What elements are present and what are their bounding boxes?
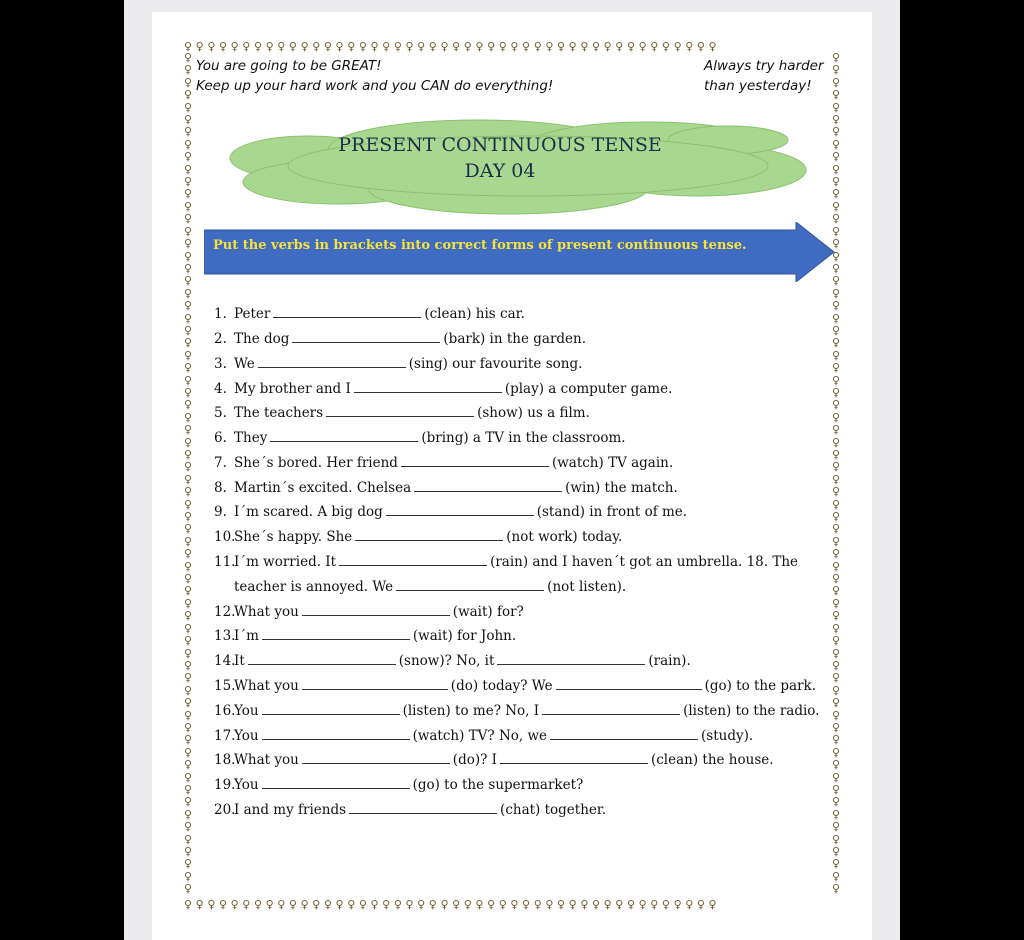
exercise-number: 19. [214,777,236,793]
answer-blank[interactable] [339,551,487,566]
exercise-item [214,551,798,573]
answer-blank[interactable] [302,749,450,764]
exercise-text: I and my friends [234,802,347,818]
exercise-text: I´m [234,628,259,644]
exercise-number: 2. [214,331,227,347]
answer-blank[interactable] [354,378,502,393]
exercise-item [214,452,673,474]
exercise-item [214,625,516,647]
exercise-text: My brother and I [234,381,351,397]
exercise-number: 17. [214,728,236,744]
exercise-item [214,675,816,697]
answer-blank[interactable] [556,675,702,690]
answer-blank[interactable] [258,353,406,368]
exercise-item [214,725,753,747]
exercise-text: The dog [234,331,290,347]
exercise-text: You [234,703,259,719]
worksheet-subtitle: DAY 04 [464,160,536,182]
answer-blank[interactable] [401,452,549,467]
answer-blank[interactable] [302,601,450,616]
exercise-text: (do) today? We [450,678,553,694]
answer-blank[interactable] [262,725,410,740]
exercise-text: (not work) today. [506,529,623,545]
exercise-text: (bring) a TV in the classroom. [421,430,626,446]
exercise-number: 7. [214,455,227,471]
answer-blank[interactable] [270,427,418,442]
exercise-number: 16. [214,703,236,719]
exercise-item [214,427,626,449]
exercise-text: (study). [701,728,754,744]
exercise-text: It [234,653,245,669]
exercise-text: (go) to the park. [704,678,817,694]
exercise-number: 10. [214,529,236,545]
exercise-item [214,501,687,523]
exercise-number: 4. [214,381,227,397]
motto-left-line1: You are going to be GREAT! [196,58,382,74]
exercise-item [214,526,622,548]
exercise-item [214,402,590,424]
exercise-text: I´m scared. A big dog [234,504,383,520]
exercise-text: (do)? I [452,752,497,768]
exercise-item [214,650,691,672]
exercise-text: (chat) together. [500,802,607,818]
exercise-text: (listen) to the radio. [683,703,820,719]
exercise-text: (stand) in front of me. [536,504,688,520]
exercise-text: Peter [234,306,271,322]
answer-blank[interactable] [550,725,698,740]
exercise-item [214,576,626,598]
answer-blank[interactable] [542,700,680,715]
ice-cream-cone-icon: ♀♀♀♀♀♀♀♀♀♀♀♀♀♀♀♀♀♀♀♀♀♀♀♀♀♀♀♀♀♀♀♀♀♀♀♀♀♀♀♀♀♀♀♀♀♀ [184,898,721,911]
exercise-text: (go) to the supermarket? [412,777,584,793]
exercise-text: (watch) TV again. [551,455,674,471]
exercise-number: 20. [214,802,236,818]
exercise-text: What you [234,604,299,620]
exercise-text: I´m worried. It [234,554,337,570]
exercise-text: (rain). [648,653,691,669]
exercise-text: (watch) TV? No, we [412,728,548,744]
exercise-text: What you [234,752,299,768]
exercise-text: teacher is annoyed. We [234,579,394,595]
exercise-number: 15. [214,678,236,694]
dark-backdrop-left [0,0,124,940]
answer-blank[interactable] [248,650,396,665]
answer-blank[interactable] [349,799,497,814]
motto-left-line2: Keep up your hard work and you CAN do everything! [196,78,554,94]
motto-right-line1: Always try harder [704,58,824,74]
exercise-item [214,477,678,499]
exercise-text: You [234,777,259,793]
answer-blank[interactable] [326,402,474,417]
motto-right-line2: than yesterday! [704,78,812,94]
exercise-text: She´s happy. She [234,529,353,545]
exercise-text: (bark) in the garden. [443,331,587,347]
exercise-item [214,700,819,722]
exercise-text: What you [234,678,299,694]
exercise-text: The teachers [234,405,324,421]
answer-blank[interactable] [292,328,440,343]
answer-blank[interactable] [396,576,544,591]
exercise-number: 8. [214,480,227,496]
exercise-text: (snow)? No, it [398,653,495,669]
answer-blank[interactable] [262,700,400,715]
exercise-item [214,378,672,400]
exercise-text: (wait) for John. [412,628,517,644]
exercise-number: 1. [214,306,227,322]
exercise-text: She´s bored. Her friend [234,455,398,471]
exercise-text: (wait) for? [452,604,524,620]
exercise-text: (listen) to me? No, I [402,703,540,719]
exercise-text: (sing) our favourite song. [408,356,583,372]
worksheet-title: PRESENT CONTINUOUS TENSE [338,134,662,156]
dark-backdrop-right [900,0,1024,940]
exercise-text: We [234,356,255,372]
exercise-text: (win) the match. [565,480,678,496]
exercise-text: (not listen). [547,579,627,595]
answer-blank[interactable] [414,477,562,492]
exercise-text: (rain) and I haven´t got an umbrella. 18. The [490,554,799,570]
ice-cream-cone-icon: ♀♀♀♀♀♀♀♀♀♀♀♀♀♀♀♀♀♀♀♀♀♀♀♀♀♀♀♀♀♀♀♀♀♀♀♀♀♀♀♀♀♀♀♀♀♀♀♀♀♀♀♀♀♀♀♀♀♀♀♀♀♀♀♀♀♀♀♀ [831,52,841,896]
exercise-item [214,328,586,350]
exercise-number: 11. [214,554,236,570]
exercise-item [214,601,524,623]
exercise-text: They [234,430,268,446]
exercise-text: Martin´s excited. Chelsea [234,480,412,496]
answer-blank[interactable] [302,675,448,690]
exercise-number: 5. [214,405,227,421]
answer-blank[interactable] [262,774,410,789]
exercise-number: 9. [214,504,227,520]
answer-blank[interactable] [355,526,503,541]
exercise-text: (clean) the house. [650,752,774,768]
exercise-text: (clean) his car. [424,306,525,322]
exercise-text: (play) a computer game. [504,381,673,397]
exercise-text: You [234,728,259,744]
instruction-text: Put the verbs in brackets into correct forms of present continuous tense. [213,238,747,253]
exercise-item [214,303,525,325]
exercise-number: 18. [214,752,236,768]
exercise-item [214,353,582,375]
exercise-number: 6. [214,430,227,446]
answer-blank[interactable] [500,749,648,764]
exercise-item [214,774,583,796]
exercise-item [214,749,774,771]
answer-blank[interactable] [273,303,421,318]
exercise-number: 14. [214,653,236,669]
exercise-number: 13. [214,628,236,644]
exercise-number: 3. [214,356,227,372]
ice-cream-cone-icon: ♀♀♀♀♀♀♀♀♀♀♀♀♀♀♀♀♀♀♀♀♀♀♀♀♀♀♀♀♀♀♀♀♀♀♀♀♀♀♀♀♀♀♀♀♀♀ [184,40,721,53]
answer-blank[interactable] [262,625,410,640]
exercise-text: (show) us a film. [477,405,590,421]
exercise-item [214,799,606,821]
ice-cream-cone-icon: ♀♀♀♀♀♀♀♀♀♀♀♀♀♀♀♀♀♀♀♀♀♀♀♀♀♀♀♀♀♀♀♀♀♀♀♀♀♀♀♀♀♀♀♀♀♀♀♀♀♀♀♀♀♀♀♀♀♀♀♀♀♀♀♀♀♀♀♀ [183,52,193,896]
answer-blank[interactable] [497,650,645,665]
answer-blank[interactable] [386,501,534,516]
exercise-number: 12. [214,604,236,620]
